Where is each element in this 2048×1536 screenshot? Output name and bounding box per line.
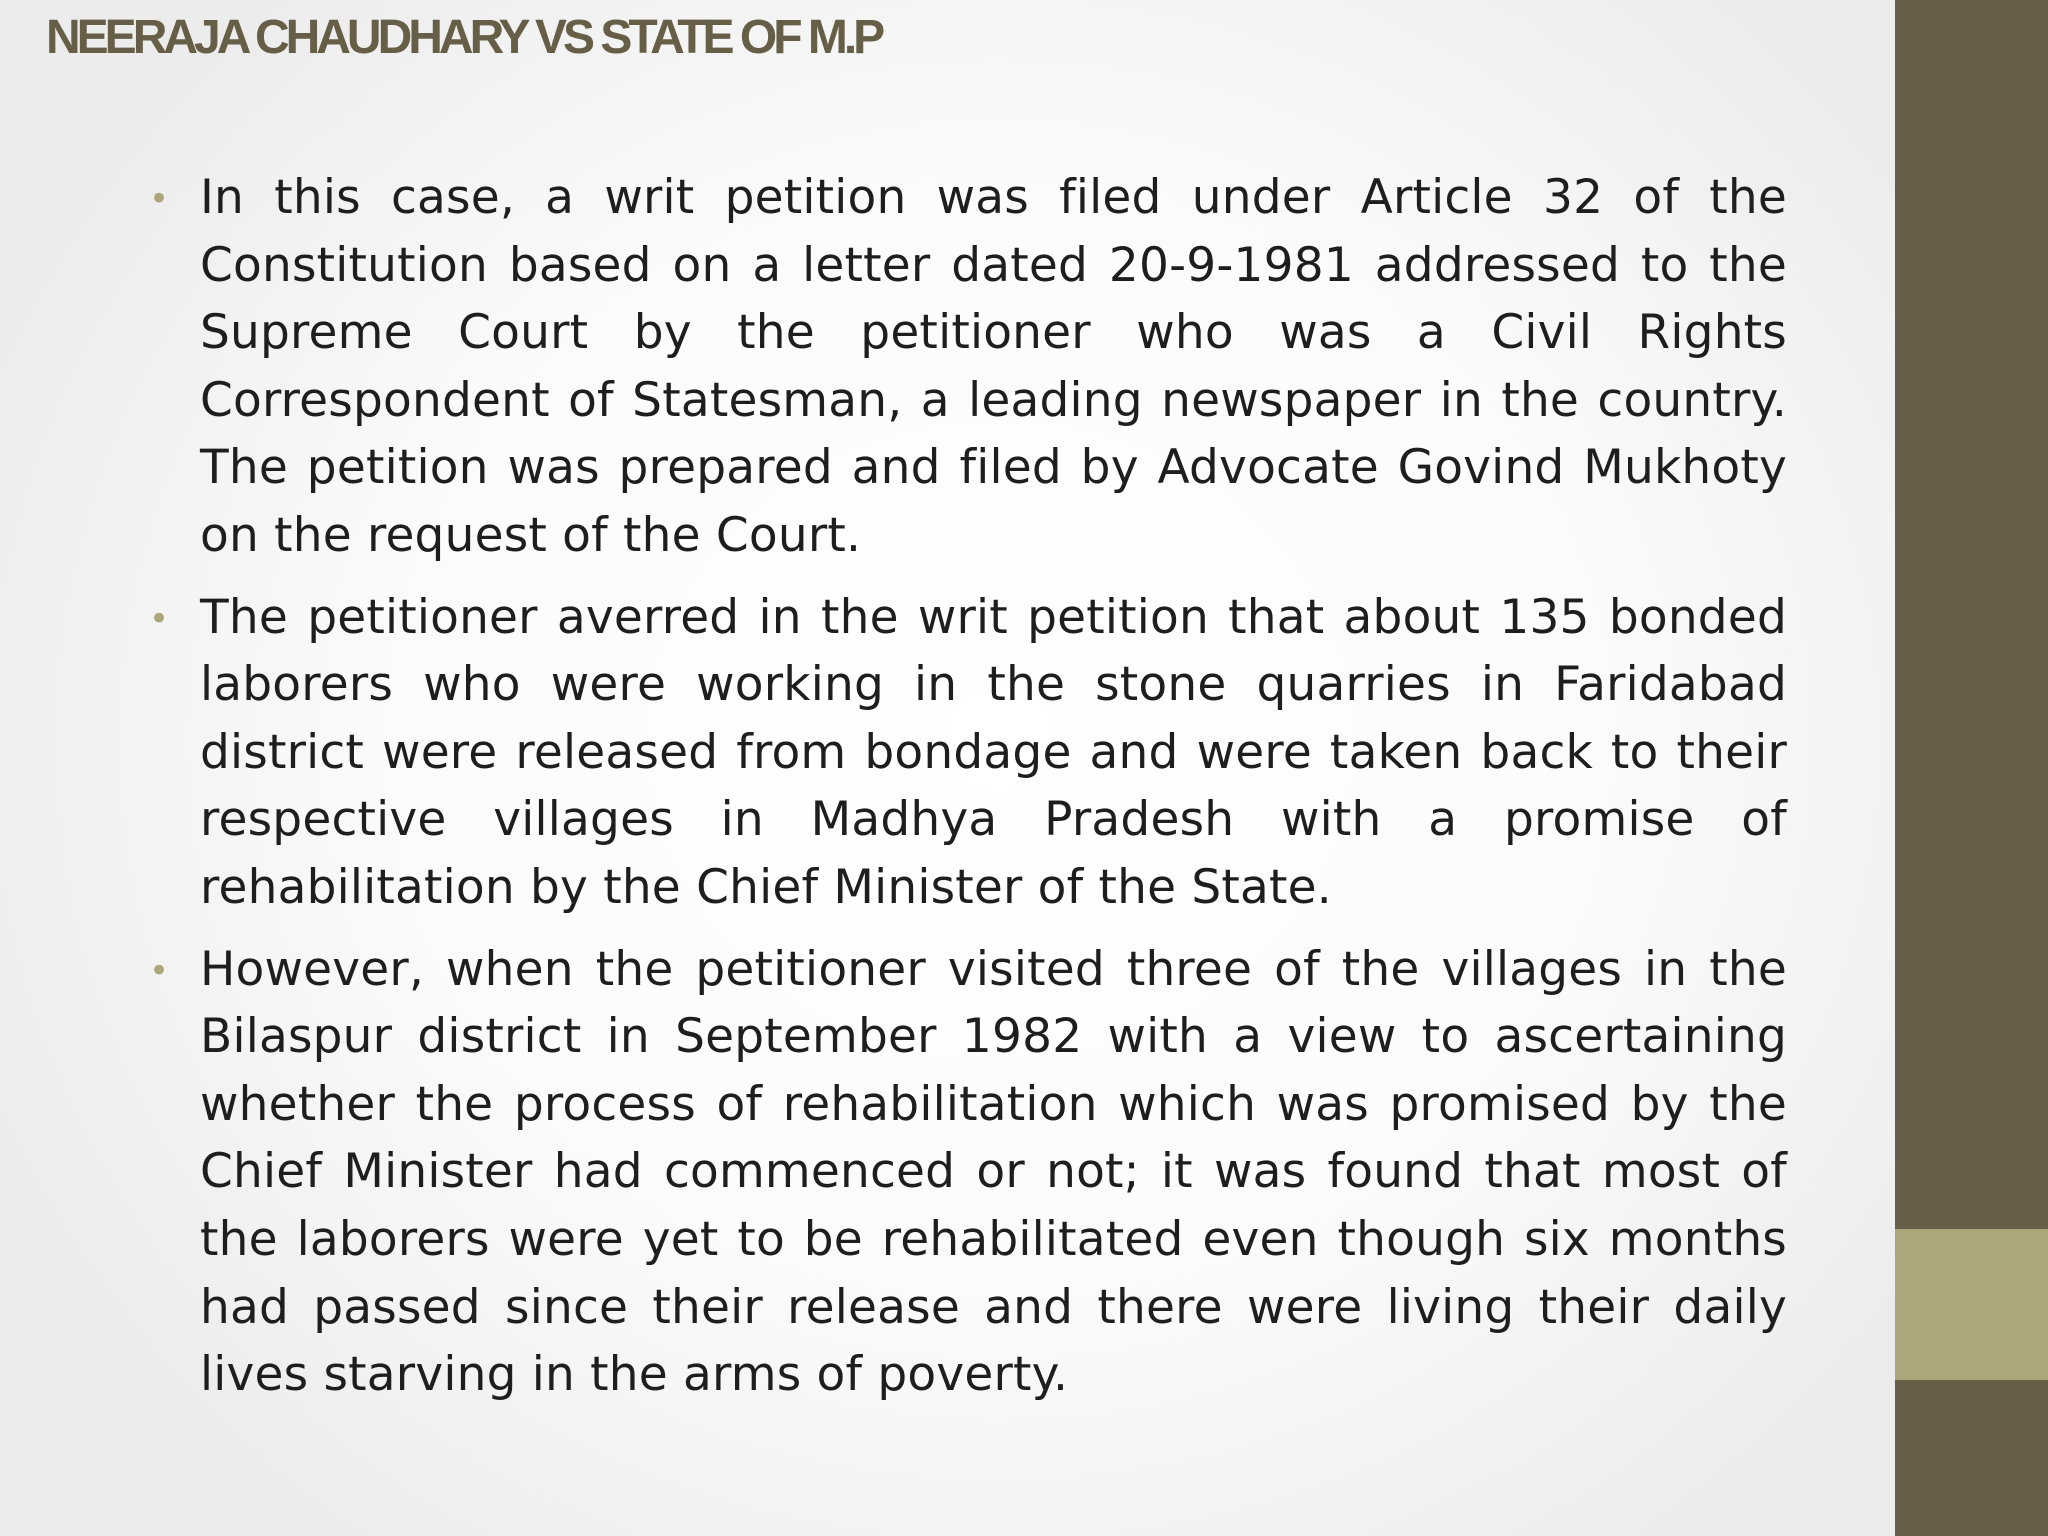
bullet-text: However, when the petitioner visited three of the villages in the Bilaspur district in September 1982 with a view to ascertaining whether the process of rehabilitation which was promised by the Chief Minister had commenced or not; it was found that most of the laborers were yet to be rehabilitated even though six months had passed since their release and there were living their daily lives starving in the arms of poverty.: [200, 941, 1787, 1403]
bullet-item: [149, 164, 1787, 570]
bullet-item: [149, 584, 1787, 922]
bullet-list: [149, 164, 1787, 1423]
bullet-item: [149, 936, 1787, 1409]
bullet-dot-icon: •: [149, 598, 170, 639]
sidebar-accent-band: [1895, 1229, 2048, 1380]
bullet-text: The petitioner averred in the writ petition that about 135 bonded laborers who were working in the stone quarries in Faridabad district were released from bondage and were taken back to their respective villages in Madhya Pradesh with a promise of rehabilitation by the Chief Minister of the State.: [200, 589, 1787, 915]
slide-title: NEERAJA CHAUDHARY VS STATE OF M.P: [46, 11, 882, 64]
bullet-dot-icon: •: [149, 179, 170, 219]
bullet-text: In this case, a writ petition was filed under Article 32 of the Constitution based on a letter dated 20-9-1981 addressed to the Supreme Court by the petitioner who was a Civil Rights Correspondent of Statesman, a leading newspaper in the country. The petition was prepared and filed by Advocate Govind Mukhoty on the request of the Court.: [200, 170, 1787, 563]
bullet-dot-icon: •: [149, 950, 170, 991]
